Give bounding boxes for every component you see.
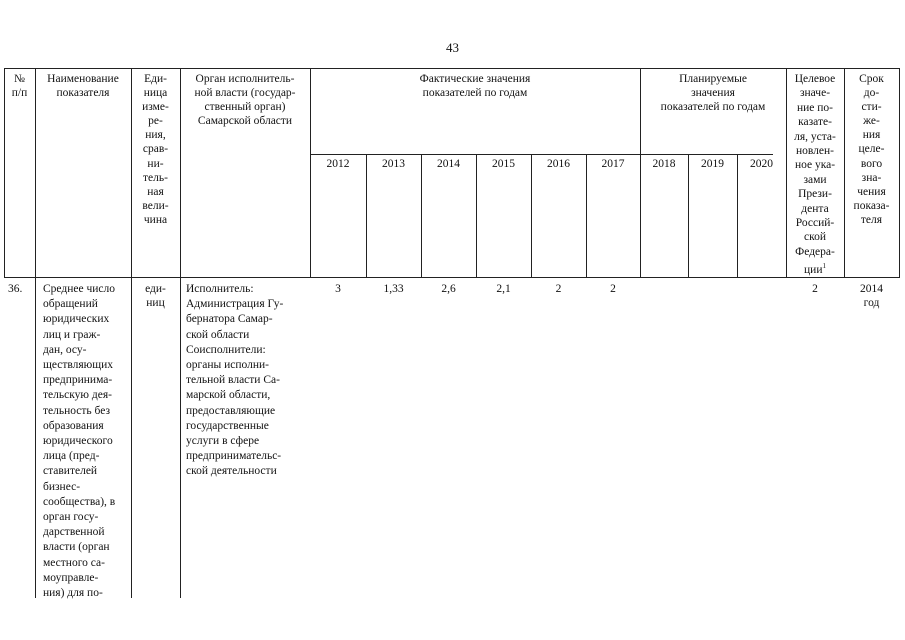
header-term-line: вого xyxy=(860,157,883,170)
row-name-line: бизнес- xyxy=(43,480,81,493)
value-2015: 2,1 xyxy=(496,283,511,295)
header-indicator-name xyxy=(35,72,131,100)
page-number: 43 xyxy=(446,40,459,55)
header-unit-line: ния, xyxy=(145,129,166,142)
row-term-line: год xyxy=(863,297,880,310)
header-target-value xyxy=(786,72,844,278)
value-2013: 1,33 xyxy=(383,283,404,295)
header-target-line: Россий- xyxy=(795,217,835,230)
row-name-line: дарственной xyxy=(43,526,105,539)
header-target-line: Целевое xyxy=(794,73,836,85)
header-unit-line: срав- xyxy=(142,143,169,156)
year-2020: 2020 xyxy=(750,158,773,170)
header-executive-organ xyxy=(180,72,310,128)
header-term-line: показа- xyxy=(853,199,890,212)
year-2014: 2014 xyxy=(437,158,460,170)
header-number-line: № xyxy=(14,73,25,85)
row-name-line: лиц и граж- xyxy=(43,328,101,341)
row-name-line: орган госу- xyxy=(43,511,99,524)
row-name-line: предпринима- xyxy=(43,374,113,387)
header-number xyxy=(4,72,35,100)
row-name-line: ния) для по- xyxy=(43,587,103,600)
header-term-line: сти- xyxy=(861,101,882,114)
row-name-line: лица (пред- xyxy=(43,450,100,463)
row-unit-line: еди- xyxy=(145,283,166,295)
value-2014: 2,6 xyxy=(441,283,456,295)
year-2018: 2018 xyxy=(652,158,676,170)
row-organ-line: марской области, xyxy=(186,389,271,402)
header-target-line: новлен- xyxy=(795,145,834,158)
header-unit-line: тель- xyxy=(143,171,168,184)
header-planned-line: показателей по годам xyxy=(660,101,766,114)
header-actual-line: Фактические значения xyxy=(419,73,531,85)
header-target-line: казате- xyxy=(798,116,832,129)
header-term-line: зна- xyxy=(861,171,882,184)
value-2012: 3 xyxy=(335,283,341,295)
row-organ-line: предоставляющие xyxy=(186,404,276,417)
header-target-line: Прези- xyxy=(798,188,832,201)
row-target-value: 2 xyxy=(812,283,818,295)
row-organ-line: органы исполни- xyxy=(186,359,269,372)
row-name-line: ставителей xyxy=(43,465,98,478)
row-number: 36. xyxy=(8,283,23,295)
row-organ-line: государственные xyxy=(186,419,269,432)
header-target-line: дента xyxy=(801,202,829,215)
row-executive-organ xyxy=(186,282,310,480)
row-name-line: моуправле- xyxy=(43,571,99,584)
header-target-line: ние по- xyxy=(796,101,834,114)
header-term-line: теля xyxy=(860,213,883,226)
row-organ-line: ской области xyxy=(186,328,250,341)
header-unit-line: вели- xyxy=(142,199,169,212)
header-target-last-word: ции xyxy=(804,264,823,277)
row-achievement-term xyxy=(844,282,899,310)
row-indicator-name xyxy=(43,282,131,601)
header-actual-values xyxy=(310,72,640,100)
row-name-line: ществляющих xyxy=(43,359,114,372)
header-unit xyxy=(131,72,180,227)
header-organ-line: Орган исполнитель- xyxy=(195,73,295,85)
header-target-line: ное ука- xyxy=(794,159,836,172)
row-name-line: Среднее число xyxy=(43,283,115,295)
row-name-line: тельскую дея- xyxy=(43,389,112,402)
value-2016: 2 xyxy=(555,283,562,295)
header-unit-line: изме- xyxy=(142,101,169,114)
row-organ-line: предпринимательс- xyxy=(186,450,282,463)
header-target-line-last xyxy=(786,259,844,277)
year-2016: 2016 xyxy=(547,158,570,170)
header-organ-line: Самарской области xyxy=(197,115,293,128)
header-unit-line: ни- xyxy=(147,157,164,170)
header-actual-line: показателей по годам xyxy=(422,87,528,100)
header-target-line: ля, уста- xyxy=(794,130,836,143)
header-number-line: п/п xyxy=(11,87,28,100)
header-unit-line: ная xyxy=(147,185,164,198)
row-name-line: юридических xyxy=(43,313,110,326)
row-term-line: 2014 xyxy=(860,283,883,295)
year-2017: 2017 xyxy=(601,158,625,170)
header-unit-line: чина xyxy=(143,213,168,226)
header-target-line: ской xyxy=(803,231,826,244)
header-term-line: целе- xyxy=(858,143,885,156)
header-term-line: же- xyxy=(863,115,880,128)
row-organ-line: Администрация Гу- xyxy=(186,298,284,311)
header-name-line: Наименование xyxy=(47,73,119,85)
row-name-line: обращений xyxy=(43,298,98,311)
row-organ-line: Исполнитель: xyxy=(186,283,254,295)
row-organ-line: ской деятельности xyxy=(186,465,277,478)
header-term-line: до- xyxy=(863,87,880,100)
row-name-line: местного са- xyxy=(43,556,105,569)
row-organ-line: Соисполнители: xyxy=(186,343,266,356)
row-name-line: образования xyxy=(43,419,104,432)
row-unit xyxy=(131,282,180,310)
row-name-line: власти (орган xyxy=(43,541,110,554)
row-name-line: сообщества), в xyxy=(43,495,116,508)
header-term-line: чения xyxy=(857,185,886,198)
value-2017: 2 xyxy=(610,283,616,295)
year-2013: 2013 xyxy=(382,158,405,170)
header-unit-line: ница xyxy=(143,87,168,100)
header-organ-line: ной власти (государ- xyxy=(194,87,296,100)
row-name-line: юридического xyxy=(43,435,113,448)
row-name-line: тельность без xyxy=(43,404,111,417)
year-2012: 2012 xyxy=(326,158,350,170)
year-2019: 2019 xyxy=(701,158,724,170)
footnote-marker: 1 xyxy=(822,262,826,271)
header-target-line: зами xyxy=(803,173,827,186)
row-organ-line: бернатора Самар- xyxy=(186,313,273,326)
header-planned-line: Планируемые xyxy=(679,73,747,85)
header-target-line: значе- xyxy=(799,87,831,100)
header-name-line: показателя xyxy=(56,87,110,100)
header-achievement-term xyxy=(844,72,899,227)
row-organ-line: услуги в сфере xyxy=(186,435,260,448)
header-planned-values xyxy=(640,72,786,114)
row-name-line: дан, осу- xyxy=(43,343,87,356)
header-unit-line: ре- xyxy=(148,115,163,128)
header-term-line: Срок xyxy=(859,73,884,85)
year-2015: 2015 xyxy=(492,158,515,170)
header-target-line: Федера- xyxy=(795,245,835,258)
row-organ-line: тельной власти Са- xyxy=(186,374,280,387)
header-organ-line: ственный орган) xyxy=(204,101,286,114)
header-term-line: ния xyxy=(862,129,881,142)
row-unit-line: ниц xyxy=(146,297,165,310)
header-planned-line: значения xyxy=(691,87,735,100)
header-unit-line: Еди- xyxy=(144,73,167,85)
